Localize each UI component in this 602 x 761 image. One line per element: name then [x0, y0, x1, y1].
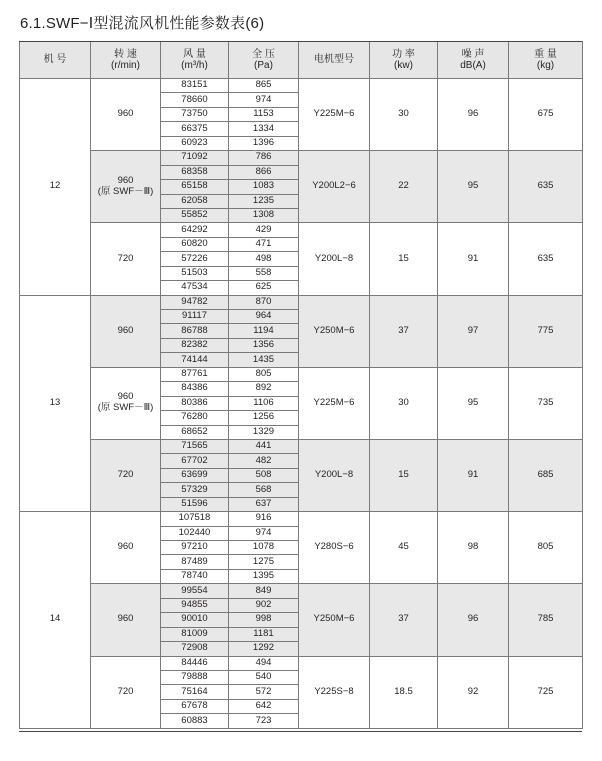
- noise-cell: 91: [438, 439, 509, 511]
- weight-cell: 725: [509, 656, 583, 728]
- table-bottom-rule: [19, 731, 582, 732]
- weight-cell: 635: [509, 223, 583, 295]
- airflow-cell: 57226: [161, 252, 229, 266]
- page-title: 6.1.SWF−Ⅰ型混流风机性能参数表(6): [20, 15, 265, 32]
- noise-cell: 96: [438, 79, 509, 151]
- speed-cell: [91, 512, 161, 584]
- noise-cell: 91: [438, 223, 509, 295]
- weight-cell: 675: [509, 79, 583, 151]
- weight-cell: 635: [509, 151, 583, 223]
- pressure-cell: 642: [229, 699, 299, 713]
- pressure-cell: 1078: [229, 541, 299, 555]
- pressure-cell: 540: [229, 670, 299, 684]
- weight-cell: 785: [509, 584, 583, 656]
- airflow-cell: 74144: [161, 353, 229, 367]
- airflow-cell: 78740: [161, 569, 229, 583]
- speed-value: 960: [117, 174, 134, 186]
- header-machine-no: [20, 42, 91, 79]
- pressure-cell: 1106: [229, 396, 299, 410]
- motor-model-cell: Y225S−8: [299, 656, 370, 728]
- speed-value: 960: [117, 391, 134, 403]
- header-power: [370, 42, 438, 79]
- airflow-cell: 63699: [161, 468, 229, 482]
- pressure-cell: 498: [229, 252, 299, 266]
- airflow-cell: 79888: [161, 670, 229, 684]
- performance-table: [19, 41, 583, 729]
- header-power-unit: (kw): [394, 60, 413, 71]
- speed-cell: [91, 79, 161, 151]
- pressure-cell: 429: [229, 223, 299, 237]
- machine-no-cell: 12: [20, 79, 91, 296]
- header-noise: [438, 42, 509, 79]
- pressure-cell: 1334: [229, 122, 299, 136]
- table-row: [20, 295, 583, 309]
- airflow-cell: 90010: [161, 613, 229, 627]
- airflow-cell: 68652: [161, 425, 229, 439]
- header-row: [20, 42, 583, 79]
- airflow-cell: 75164: [161, 685, 229, 699]
- pressure-cell: 1308: [229, 208, 299, 222]
- motor-model-cell: Y200L−8: [299, 223, 370, 295]
- airflow-cell: 71092: [161, 151, 229, 165]
- pressure-cell: 471: [229, 237, 299, 251]
- pressure-cell: 441: [229, 439, 299, 453]
- airflow-cell: 76280: [161, 411, 229, 425]
- speed-value: 960: [117, 613, 134, 625]
- pressure-cell: 1256: [229, 411, 299, 425]
- motor-model-cell: Y225M−6: [299, 367, 370, 439]
- pressure-cell: 482: [229, 454, 299, 468]
- power-cell: 22: [370, 151, 438, 223]
- airflow-cell: 66375: [161, 122, 229, 136]
- table-row: [20, 223, 583, 237]
- header-airflow-unit: (m³/h): [181, 60, 208, 71]
- power-cell: 37: [370, 295, 438, 367]
- pressure-cell: 568: [229, 483, 299, 497]
- header-pressure-label: 全 压: [252, 48, 275, 60]
- pressure-cell: 558: [229, 266, 299, 280]
- pressure-cell: 637: [229, 497, 299, 511]
- weight-cell: 735: [509, 367, 583, 439]
- speed-cell: [91, 584, 161, 656]
- airflow-cell: 94855: [161, 598, 229, 612]
- airflow-cell: 82382: [161, 338, 229, 352]
- speed-value: 720: [117, 469, 134, 481]
- motor-model-cell: Y225M−6: [299, 79, 370, 151]
- weight-cell: 805: [509, 512, 583, 584]
- airflow-cell: 65158: [161, 180, 229, 194]
- header-airflow: [161, 42, 229, 79]
- header-motor-model: [299, 42, 370, 79]
- airflow-cell: 64292: [161, 223, 229, 237]
- airflow-cell: 73750: [161, 107, 229, 121]
- motor-model-cell: Y200L−8: [299, 439, 370, 511]
- airflow-cell: 78660: [161, 93, 229, 107]
- pressure-cell: 723: [229, 714, 299, 728]
- table-row: [20, 439, 583, 453]
- table-body: [20, 79, 583, 729]
- header-speed-unit: (r/min): [111, 60, 140, 71]
- airflow-cell: 62058: [161, 194, 229, 208]
- airflow-cell: 97210: [161, 541, 229, 555]
- noise-cell: 95: [438, 367, 509, 439]
- speed-note: (原 SWF－Ⅲ): [97, 402, 154, 414]
- power-cell: 37: [370, 584, 438, 656]
- pressure-cell: 865: [229, 79, 299, 93]
- header-noise-label: 噪 声: [461, 48, 485, 60]
- airflow-cell: 67678: [161, 699, 229, 713]
- speed-cell: [91, 656, 161, 728]
- power-cell: 18.5: [370, 656, 438, 728]
- speed-cell: [91, 367, 161, 439]
- header-machine-no-label: 机 号: [43, 54, 67, 66]
- airflow-cell: 60883: [161, 714, 229, 728]
- speed-cell: [91, 151, 161, 223]
- header-power-label: 功 率: [392, 48, 415, 60]
- airflow-cell: 51596: [161, 497, 229, 511]
- airflow-cell: 60923: [161, 136, 229, 150]
- header-weight: [509, 42, 583, 79]
- pressure-cell: 1395: [229, 569, 299, 583]
- pressure-cell: 974: [229, 526, 299, 540]
- pressure-cell: 625: [229, 281, 299, 295]
- pressure-cell: 786: [229, 151, 299, 165]
- pressure-cell: 964: [229, 310, 299, 324]
- header-weight-unit: (kg): [536, 60, 555, 71]
- power-cell: 15: [370, 223, 438, 295]
- pressure-cell: 1275: [229, 555, 299, 569]
- airflow-cell: 47534: [161, 281, 229, 295]
- table-row: [20, 584, 583, 598]
- airflow-cell: 107518: [161, 512, 229, 526]
- header-airflow-label: 风 量: [183, 48, 206, 60]
- pressure-cell: 1396: [229, 136, 299, 150]
- pressure-cell: 572: [229, 685, 299, 699]
- weight-cell: 685: [509, 439, 583, 511]
- pressure-cell: 1181: [229, 627, 299, 641]
- airflow-cell: 51503: [161, 266, 229, 280]
- speed-note: (原 SWF－Ⅲ): [97, 185, 154, 197]
- airflow-cell: 86788: [161, 324, 229, 338]
- noise-cell: 95: [438, 151, 509, 223]
- airflow-cell: 57329: [161, 483, 229, 497]
- airflow-cell: 84386: [161, 382, 229, 396]
- pressure-cell: 1153: [229, 107, 299, 121]
- pressure-cell: 1435: [229, 353, 299, 367]
- airflow-cell: 94782: [161, 295, 229, 309]
- airflow-cell: 71565: [161, 439, 229, 453]
- airflow-cell: 81009: [161, 627, 229, 641]
- pressure-cell: 1194: [229, 324, 299, 338]
- noise-cell: 96: [438, 584, 509, 656]
- table-row: [20, 656, 583, 670]
- power-cell: 15: [370, 439, 438, 511]
- airflow-cell: 60820: [161, 237, 229, 251]
- pressure-cell: 916: [229, 512, 299, 526]
- pressure-cell: 902: [229, 598, 299, 612]
- noise-cell: 92: [438, 656, 509, 728]
- power-cell: 30: [370, 367, 438, 439]
- pressure-cell: 805: [229, 367, 299, 381]
- airflow-cell: 83151: [161, 79, 229, 93]
- table-top-rule: [19, 41, 582, 42]
- pressure-cell: 1292: [229, 642, 299, 656]
- airflow-cell: 68358: [161, 165, 229, 179]
- pressure-cell: 974: [229, 93, 299, 107]
- table-row: [20, 512, 583, 526]
- speed-value: 960: [117, 324, 134, 336]
- pressure-cell: 494: [229, 656, 299, 670]
- noise-cell: 97: [438, 295, 509, 367]
- pressure-cell: 1329: [229, 425, 299, 439]
- speed-value: 720: [117, 252, 134, 264]
- speed-cell: [91, 439, 161, 511]
- pressure-cell: 866: [229, 165, 299, 179]
- airflow-cell: 102440: [161, 526, 229, 540]
- machine-no-cell: 14: [20, 512, 91, 729]
- table-row: [20, 367, 583, 381]
- header-noise-unit: dB(A): [460, 60, 486, 71]
- header-speed-label: 转 速: [114, 48, 137, 60]
- airflow-cell: 87489: [161, 555, 229, 569]
- motor-model-cell: Y280S−6: [299, 512, 370, 584]
- pressure-cell: 1083: [229, 180, 299, 194]
- speed-cell: [91, 295, 161, 367]
- noise-cell: 98: [438, 512, 509, 584]
- airflow-cell: 80386: [161, 396, 229, 410]
- motor-model-cell: Y200L2−6: [299, 151, 370, 223]
- airflow-cell: 91117: [161, 310, 229, 324]
- power-cell: 30: [370, 79, 438, 151]
- header-motor-model-label: 电机型号: [314, 54, 354, 66]
- header-pressure: [229, 42, 299, 79]
- pressure-cell: 998: [229, 613, 299, 627]
- table-row: [20, 151, 583, 165]
- header-speed: [91, 42, 161, 79]
- speed-value: 960: [117, 541, 134, 553]
- pressure-cell: 1356: [229, 338, 299, 352]
- airflow-cell: 67702: [161, 454, 229, 468]
- speed-value: 720: [117, 685, 134, 697]
- airflow-cell: 87761: [161, 367, 229, 381]
- airflow-cell: 99554: [161, 584, 229, 598]
- motor-model-cell: Y250M−6: [299, 584, 370, 656]
- header-pressure-unit: (Pa): [254, 60, 273, 71]
- power-cell: 45: [370, 512, 438, 584]
- airflow-cell: 84446: [161, 656, 229, 670]
- weight-cell: 775: [509, 295, 583, 367]
- header-weight-label: 重 量: [534, 48, 557, 60]
- machine-no-cell: 13: [20, 295, 91, 512]
- table-row: [20, 79, 583, 93]
- pressure-cell: 892: [229, 382, 299, 396]
- pressure-cell: 849: [229, 584, 299, 598]
- speed-value: 960: [117, 108, 134, 120]
- pressure-cell: 508: [229, 468, 299, 482]
- pressure-cell: 870: [229, 295, 299, 309]
- speed-cell: [91, 223, 161, 295]
- airflow-cell: 55852: [161, 208, 229, 222]
- pressure-cell: 1235: [229, 194, 299, 208]
- airflow-cell: 72908: [161, 642, 229, 656]
- motor-model-cell: Y250M−6: [299, 295, 370, 367]
